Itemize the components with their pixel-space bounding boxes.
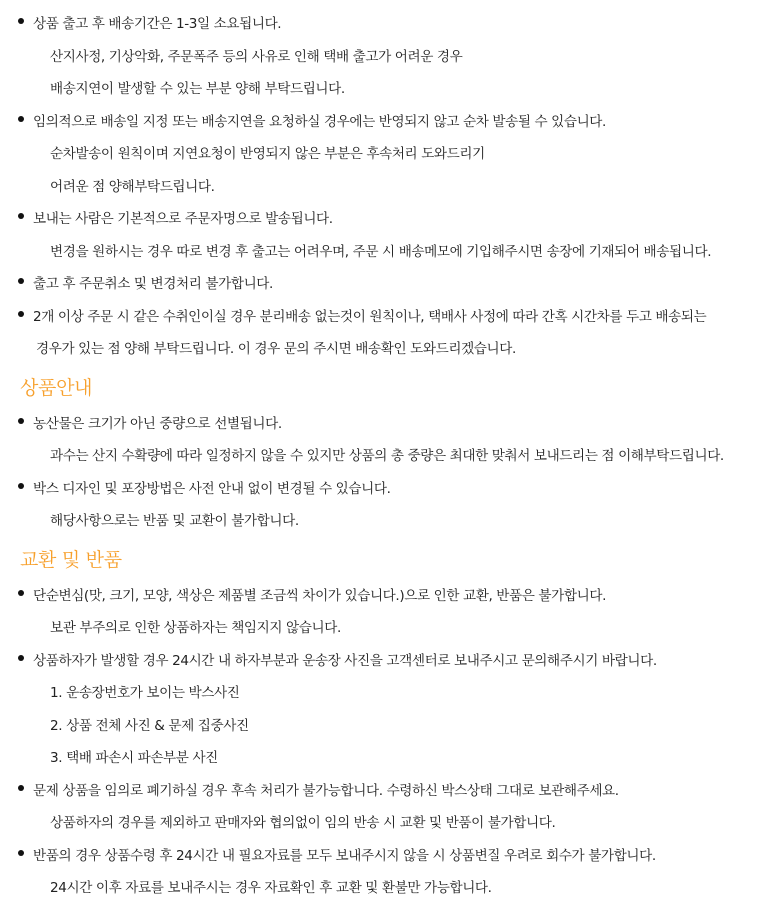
notice-item bbox=[18, 840, 769, 905]
notice-line: 보내는 사람은 기본적으로 주문자명으로 발송됩니다. bbox=[33, 211, 333, 227]
notice-line: 상품하자가 발생할 경우 24시간 내 하자부분과 운송장 사진을 고객센터로 보내주시고 문의해주시기 바랍니다. bbox=[33, 652, 657, 669]
notice-item bbox=[18, 473, 769, 538]
notice-line: 변경을 원하시는 경우 따로 변경 후 출고는 어려우며, 주문 시 배송메모에 기입해주시면 송장에 기재되어 배송됩니다. bbox=[50, 243, 712, 260]
notice-item bbox=[18, 408, 769, 473]
notice-line: 반품의 경우 상품수령 후 24시간 내 필요자료를 모두 보내주시지 않을 시 상품변질 우려로 회수가 불가합니다. bbox=[33, 847, 656, 864]
notice-line: 해당사항으로는 반품 및 교환이 불가합니다. bbox=[50, 513, 299, 529]
notice-line: 농산물은 크기가 아닌 중량으로 선별됩니다. bbox=[33, 415, 282, 432]
numbered-step: 3. 택배 파손시 파손부분 사진 bbox=[50, 750, 218, 766]
notice-item bbox=[18, 106, 769, 204]
product-info-section bbox=[18, 408, 769, 538]
notice-line: 산지사정, 기상악화, 주문폭주 등의 사유로 인해 택배 출고가 어려운 경우 bbox=[50, 48, 463, 65]
notice-item bbox=[18, 775, 769, 840]
notice-line: 경우가 있는 점 양해 부탁드립니다. 이 경우 문의 주시면 배송확인 도와드리겠습니다. bbox=[36, 341, 516, 357]
notice-item bbox=[18, 580, 769, 645]
notice-line: 임의적으로 배송일 지정 또는 배송지연을 요청하실 경우에는 반영되지 않고 순차 발송될 수 있습니다. bbox=[33, 113, 606, 130]
notice-line: 24시간 이후 자료를 보내주시는 경우 자료확인 후 교환 및 환불만 가능합니다. bbox=[50, 880, 492, 896]
notice-line: 문제 상품을 임의로 폐기하실 경우 후속 처리가 불가능합니다. 수령하신 박스상태 그대로 보관해주세요. bbox=[33, 782, 619, 799]
notice-item bbox=[18, 203, 769, 268]
numbered-step: 1. 운송장번호가 보이는 박스사진 bbox=[50, 685, 240, 701]
product-info-heading: 상품안내 bbox=[20, 376, 93, 399]
notice-line: 출고 후 주문취소 및 변경처리 불가합니다. bbox=[33, 276, 273, 292]
shipping-notice-section bbox=[18, 8, 769, 366]
notice-item bbox=[18, 645, 769, 775]
notice-line: 순차발송이 원칙이며 지연요청이 반영되지 않은 부분은 후속처리 도와드리기 bbox=[50, 146, 485, 162]
notice-line: 2개 이상 주문 시 같은 수취인이실 경우 분리배송 없는것이 원칙이나, 택배사 사정에 따라 간혹 시간차를 두고 배송되는 bbox=[33, 308, 707, 325]
notice-line: 단순변심(맛, 크기, 모양, 색상은 제품별 조금씩 차이가 있습니다.)으로 인한 교환, 반품은 불가합니다. bbox=[33, 587, 606, 604]
notice-line: 과수는 산지 수확량에 따라 일정하지 않을 수 있지만 상품의 총 중량은 최대한 맞춰서 보내드리는 점 이해부탁드립니다. bbox=[50, 448, 724, 464]
notice-line: 배송지연이 발생할 수 있는 부분 양해 부탁드립니다. bbox=[50, 81, 345, 97]
notice-line: 상품하자의 경우를 제외하고 판매자와 협의없이 임의 반송 시 교환 및 반품이 불가합니다. bbox=[50, 815, 556, 831]
notice-line: 어려운 점 양해부탁드립니다. bbox=[50, 178, 215, 195]
notice-line: 보관 부주의로 인한 상품하자는 책임지지 않습니다. bbox=[50, 620, 341, 636]
exchange-return-heading: 교환 및 반품 bbox=[20, 548, 122, 571]
numbered-step: 2. 상품 전체 사진 & 문제 집중사진 bbox=[50, 717, 249, 734]
notice-line: 상품 출고 후 배송기간은 1-3일 소요됩니다. bbox=[33, 16, 282, 32]
notice-item bbox=[18, 268, 769, 301]
notice-line: 박스 디자인 및 포장방법은 사전 안내 없이 변경될 수 있습니다. bbox=[33, 480, 391, 497]
notice-item bbox=[18, 301, 769, 366]
notice-item bbox=[18, 8, 769, 106]
exchange-return-section bbox=[18, 580, 769, 905]
